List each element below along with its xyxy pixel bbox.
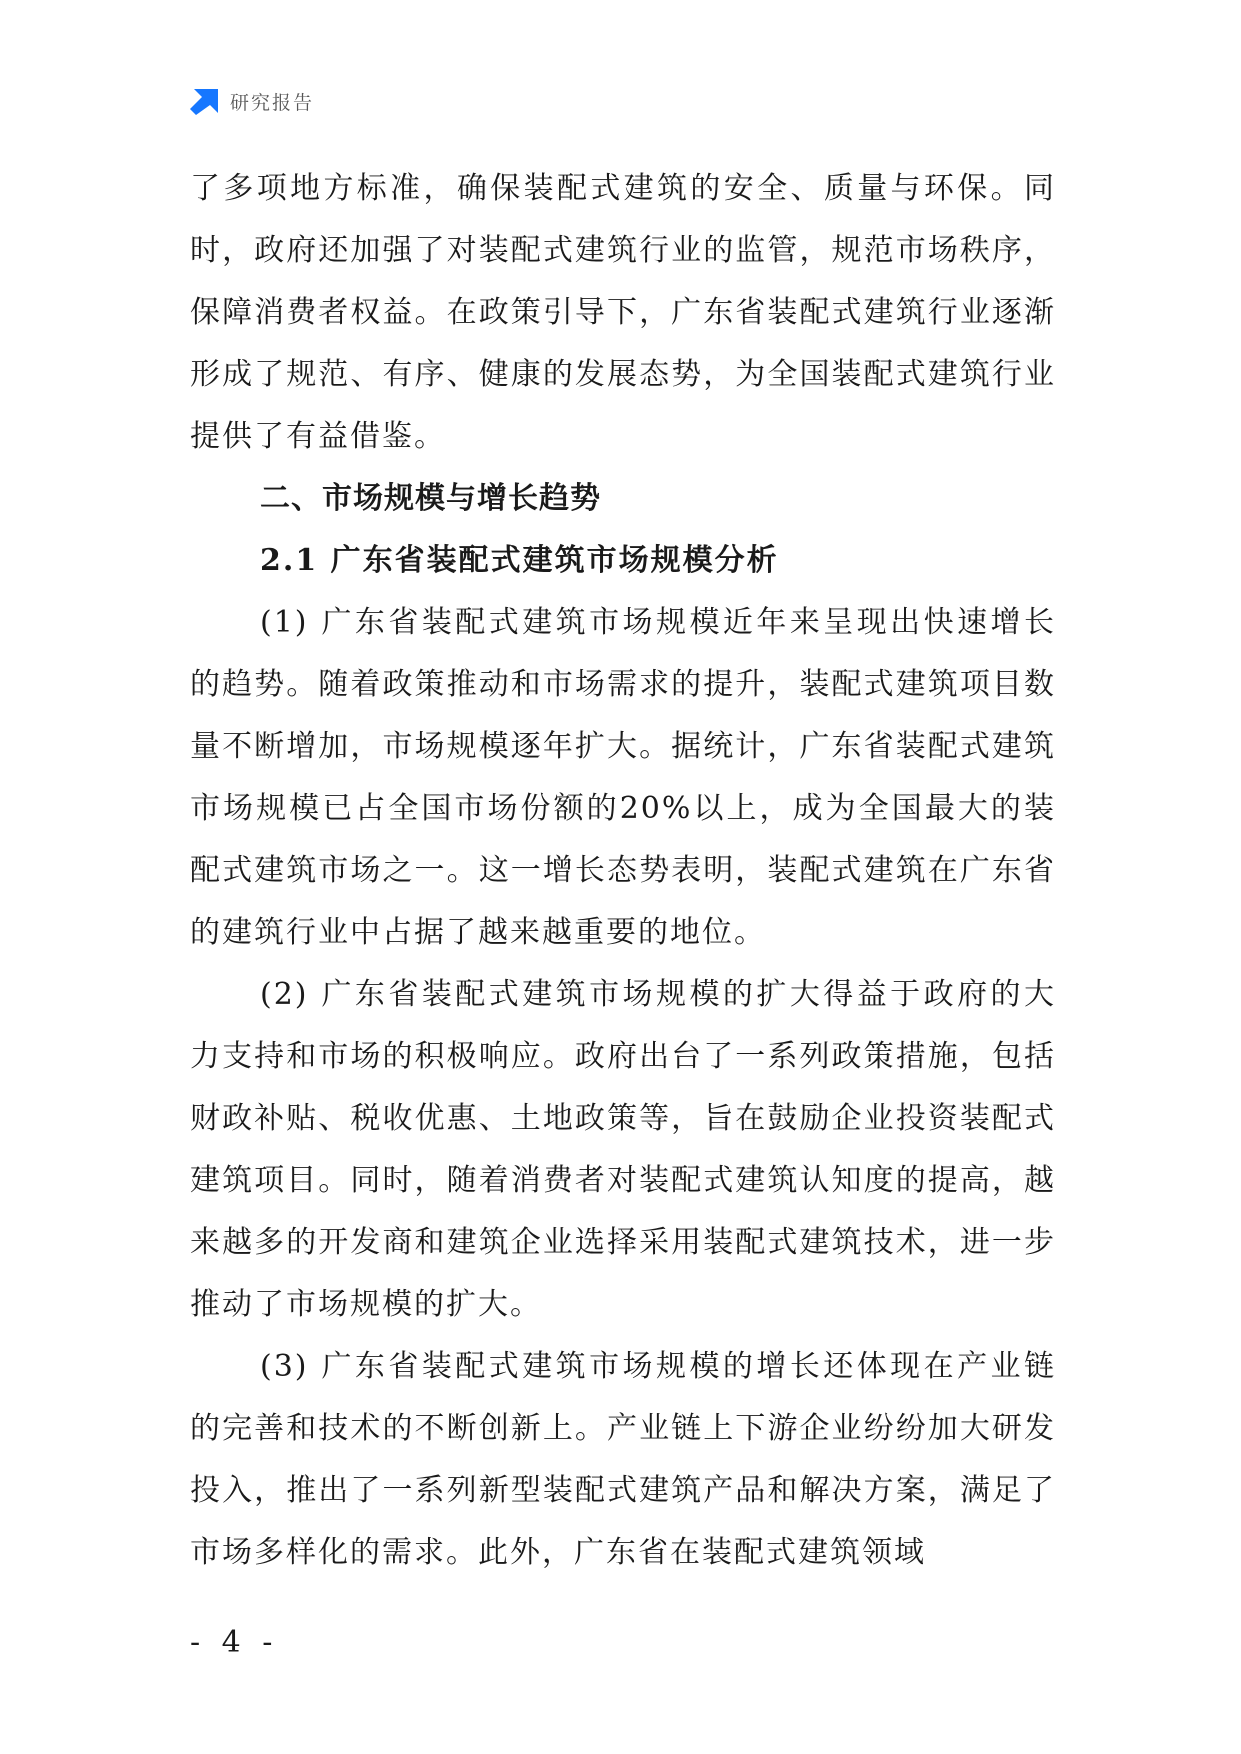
- brand-text: 研究报告: [230, 92, 315, 114]
- arrow-up-right-icon: [190, 89, 218, 115]
- page-number: - 4 -: [190, 1625, 279, 1660]
- paragraph-intro: 了多项地方标准，确保装配式建筑的安全、质量与环保。同时，政府还加强了对装配式建筑行业的监管，规范市场秩序，保障消费者权益。在政策引导下，广东省装配式建筑行业逐渐形成了规范、有序、健康的发展态势，为全国装配式建筑行业提供了有益借鉴。: [190, 171, 1056, 454]
- subsection-heading: 2.1 广东省装配式建筑市场规模分析: [260, 543, 779, 578]
- report-header: [190, 88, 314, 115]
- paragraph-1: (1) 广东省装配式建筑市场规模近年来呈现出快速增长的趋势。随着政策推动和市场需求的提升，装配式建筑项目数量不断增加，市场规模逐年扩大。据统计，广东省装配式建筑市场规模已占全国市场份额的20%以上，成为全国最大的装配式建筑市场之一。这一增长态势表明，装配式建筑在广东省的建筑行业中占据了越来越重要的地位。: [190, 605, 1056, 950]
- document-body: [190, 158, 1056, 1584]
- paragraph-2: (2) 广东省装配式建筑市场规模的扩大得益于政府的大力支持和市场的积极响应。政府出台了一系列政策措施，包括财政补贴、税收优惠、土地政策等，旨在鼓励企业投资装配式建筑项目。同时，随着消费者对装配式建筑认知度的提高，越来越多的开发商和建筑企业选择采用装配式建筑技术，进一步推动了市场规模的扩大。: [190, 977, 1056, 1322]
- paragraph-3: (3) 广东省装配式建筑市场规模的增长还体现在产业链的完善和技术的不断创新上。产业链上下游企业纷纷加大研发投入，推出了一系列新型装配式建筑产品和解决方案，满足了市场多样化的需求。此外，广东省在装配式建筑领域: [190, 1349, 1056, 1570]
- section-heading: 二、市场规模与增长趋势: [260, 481, 601, 516]
